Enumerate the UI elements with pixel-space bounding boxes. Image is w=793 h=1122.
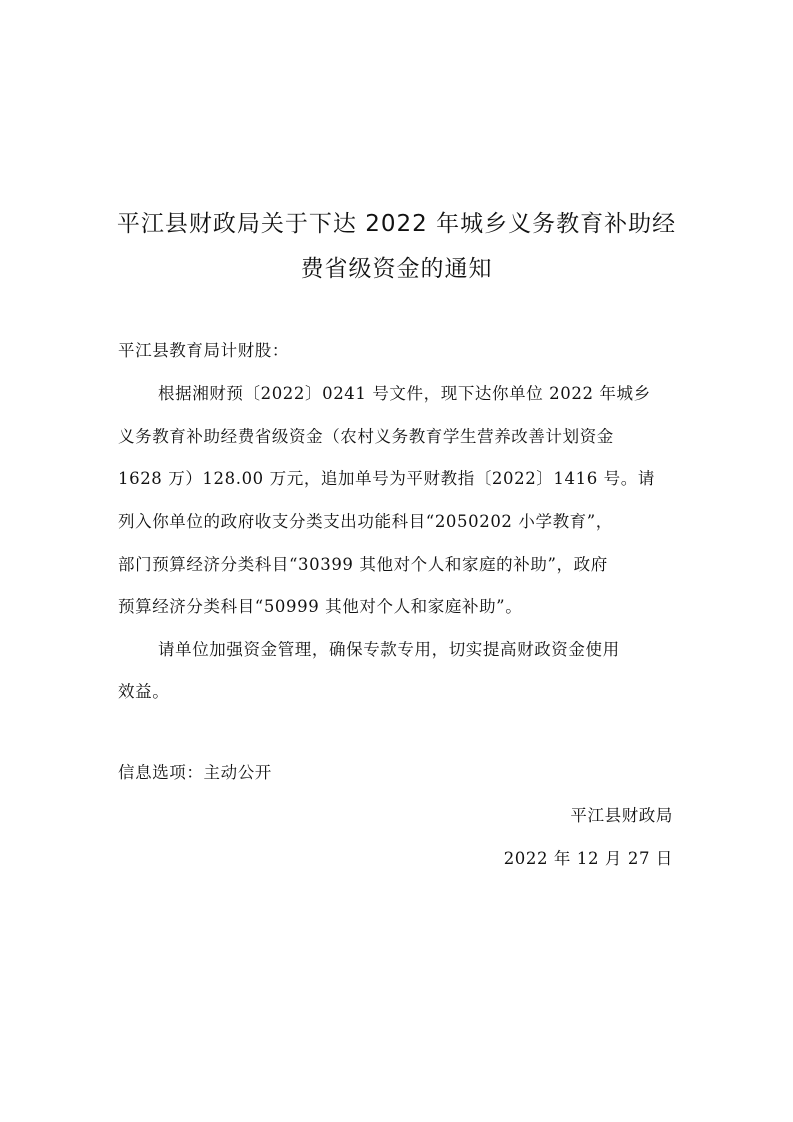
paragraph-1-line-1: 根据湘财预〔2022〕0241 号文件，现下达你单位 2022 年城乡: [158, 384, 651, 403]
info-option: 信息选项：主动公开: [118, 763, 272, 782]
paragraph-1-line-2: 义务教育补助经费省级资金（农村义务教育学生营养改善计划资金: [118, 427, 614, 446]
salutation: 平江县教育局计财股：: [118, 341, 289, 360]
issuer-name: 平江县财政局: [570, 806, 673, 825]
paragraph-1-line-6: 预算经济分类科目“50999 其他对个人和家庭补助”。: [118, 597, 523, 616]
paragraph-1-line-4: 列入你单位的政府收支分类支出功能科目“2050202 小学教育”，: [118, 512, 613, 531]
document-title-line-1: 平江县财政局关于下达 2022 年城乡义务教育补助经: [116, 211, 677, 237]
paragraph-1-line-3: 1628 万）128.00 万元，追加单号为平财教指〔2022〕1416 号。请: [118, 469, 655, 488]
paragraph-1-line-5: 部门预算经济分类科目“30399 其他对个人和家庭的补助”，政府: [118, 555, 608, 574]
document-title-line-2: 费省级资金的通知: [300, 256, 493, 282]
paragraph-2-line-2: 效益。: [118, 682, 170, 701]
issue-date: 2022 年 12 月 27 日: [503, 849, 673, 868]
paragraph-2-line-1: 请单位加强资金管理，确保专款专用，切实提高财政资金使用: [158, 640, 620, 659]
